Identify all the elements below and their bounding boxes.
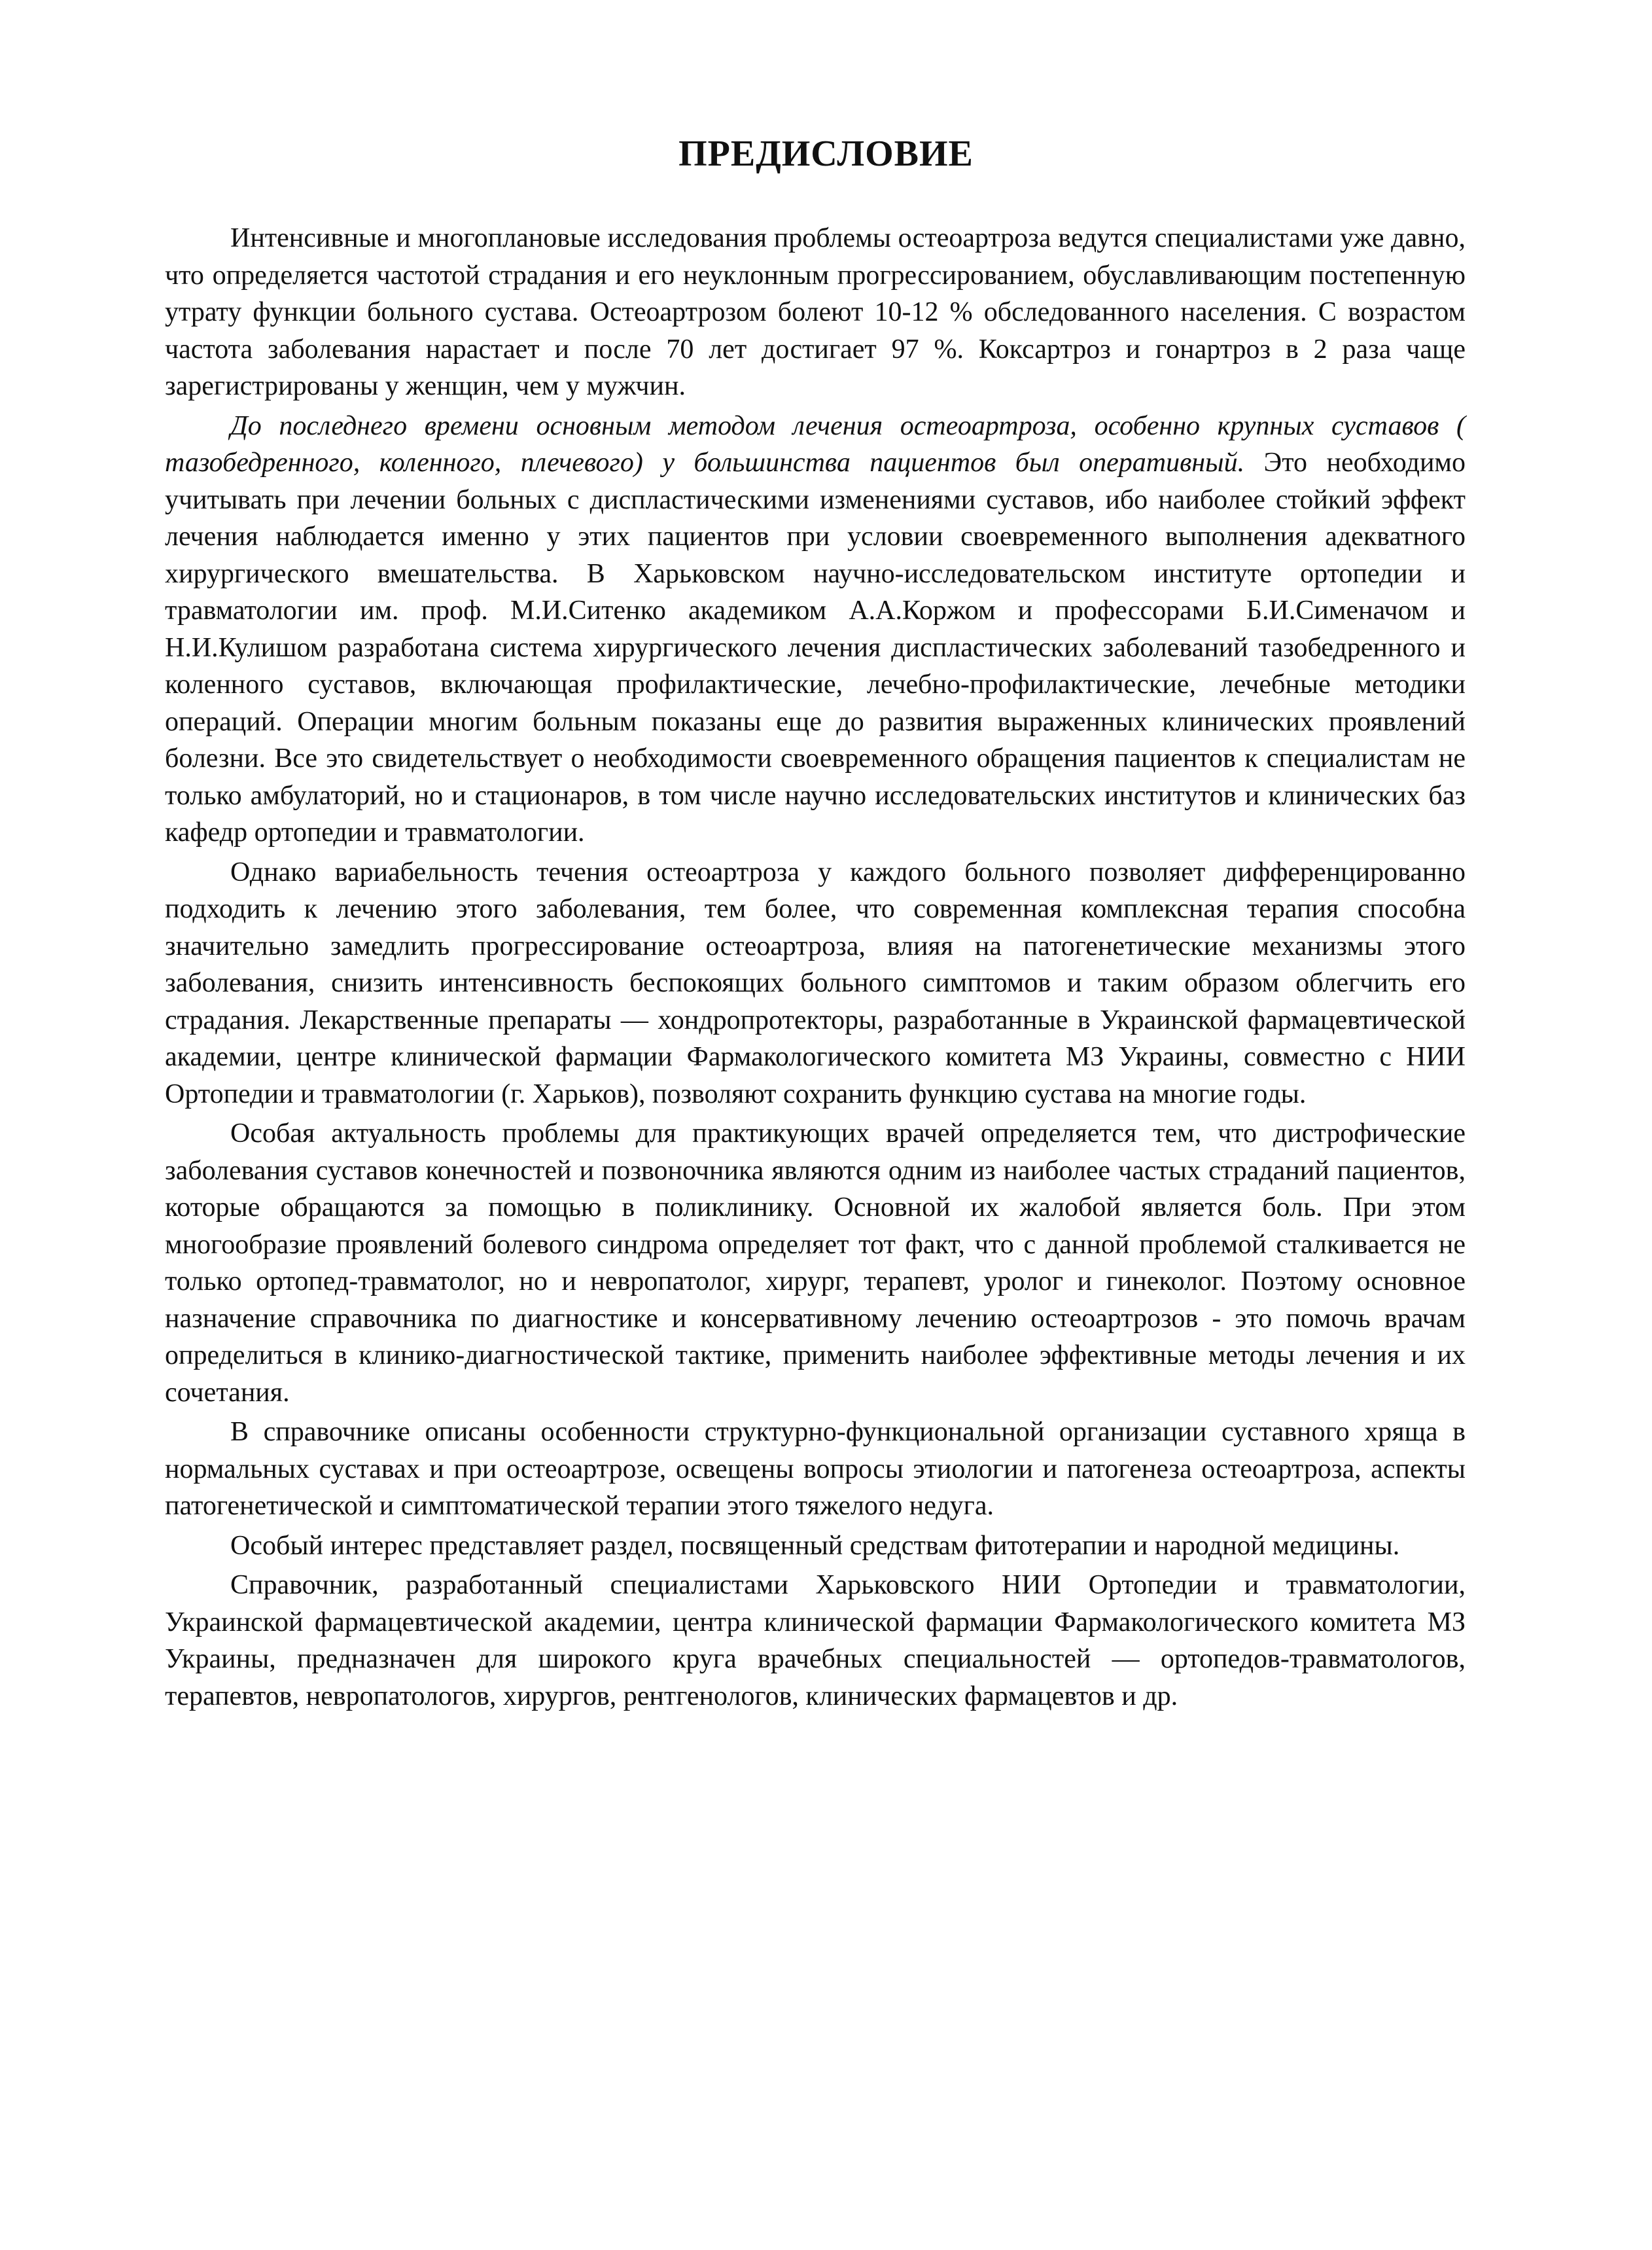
paragraph-1: Интенсивные и многоплановые исследования проблемы остеоартроза ведутся специалистами уже давно, что определяется частотой страдания и его неуклонным прогрессированием, обуславливающим постепенную утрату функции больного сустава. Остеоартрозом болеют 10-12 % обследованного населения. С возрастом частота заболевания нарастает и после 70 лет достигает 97 %. Коксартроз и гонартроз в 2 раза чаще зарегистрированы у женщин, чем у мужчин. [165, 223, 1466, 401]
document-body [165, 220, 1466, 1717]
paragraph-5: В справочнике описаны особенности структурно-функциональной организации суставного хряща в нормальных суставах и при остеоартрозе, освещены вопросы этиологии и патогенеза остеоартроза, аспекты патогенетической и симптоматической терапии этого тяжелого недуга. [165, 1417, 1466, 1521]
paragraph-2-italic: До последнего времени основным методом лечения остеоартроза, особенно крупных суставов ( тазобедренного, коленного, плечевого) у большинства пациентов был оперативный. [165, 410, 1466, 478]
paragraph-2-text: Это необходимо учитывать при лечении больных с диспластическими изменениями суставов, ибо наиболее стойкий эффект лечения наблюдается именно у этих пациентов при условии своевременного выполнения адекватного хирургического вмешательства. В Харьковском научно-исследовательском институте ортопедии и травматологии им. проф. М.И.Ситенко академиком А.А.Коржом и профессорами Б.И.Сименачом и Н.И.Кулишом разработана система хирургического лечения диспластических заболеваний тазобедренного и коленного суставов, включающая профилактические, лечебно-профилактические, лечебные методики операций. Операции многим больным показаны еще до развития выраженных клинических проявлений болезни. Все это свидетельствует о необходимости своевременного обращения пациентов к специалистам не только амбулаторий, но и стационаров, в том числе научно исследовательских институтов и клинических баз кафедр ортопедии и травматологии. [165, 448, 1466, 848]
paragraph-7: Справочник, разработанный специалистами Харьковского НИИ Ортопедии и травматологии, Украинской фармацевтической академии, центра клинической фармации Фармакологического комитета МЗ Украины, предназначен для широкого круга врачебных специальностей — ортопедов-травматологов, терапевтов, невропатологов, хирургов, рентгенологов, клинических фармацевтов и др. [165, 1570, 1466, 1711]
paragraph-4: Особая актуальность проблемы для практикующих врачей определяется тем, что дистрофические заболевания суставов конечностей и позвоночника являются одним из наиболее частых страданий пациентов, которые обращаются за помощью в поликлинику. Основной их жалобой является боль. При этом многообразие проявлений болевого синдрома определяет тот факт, что с данной проблемой сталкивается не только ортопед-травматолог, но и невропатолог, хирург, терапевт, уролог и гинеколог. Поэтому основное назначение справочника по диагностике и консервативному лечению остеоартрозов - это помочь врачам определиться в клинико-диагностической тактике, применить наиболее эффективные методы лечения и их сочетания. [165, 1118, 1466, 1408]
page-title: ПРЕДИСЛОВИЕ [678, 134, 974, 174]
paragraph-3: Однако вариабельность течения остеоартроза у каждого больного позволяет дифференцированно подходить к лечению этого заболевания, тем более, что современная комплексная терапия способна значительно замедлить прогрессирование остеоартроза, влияя на патогенетические механизмы этого заболевания, снизить интенсивность беспокоящих больного симптомов и таким образом облегчить его страдания. Лекарственные препараты — хондропротекторы, разработанные в Украинской фармацевтической академии, центре клинической фармации Фармакологического комитета МЗ Украины, совместно с НИИ Ортопедии и травматологии (г. Харьков), позволяют сохранить функцию сустава на многие годы. [165, 857, 1466, 1109]
paragraph-2 [165, 408, 1466, 851]
paragraph-6: Особый интерес представляет раздел, посвященный средствам фитотерапии и народной медицины. [230, 1530, 1400, 1561]
